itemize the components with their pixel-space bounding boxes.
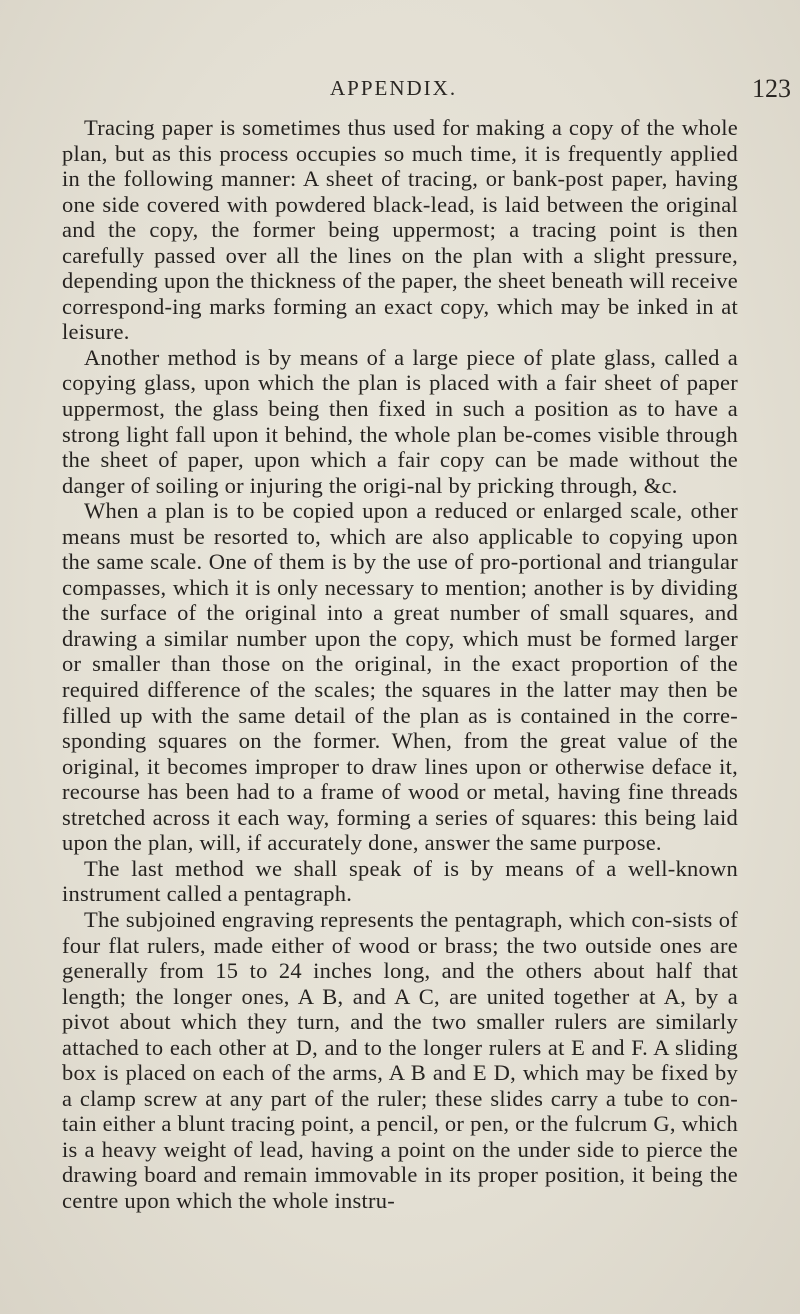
paragraph-copying-glass: Another method is by means of a large piece of plate glass, called a copying glass, upon which the plan is placed with a fair sheet of paper uppermost, the glass being then fixed in such a position as to have a strong light fall upon it behind, the whole plan be-comes visible through the sheet of paper, upon which a fair copy can be made without the danger of soiling or injuring the origi-nal by pricking through, &c. [62,344,738,498]
running-head [0,76,800,116]
paragraph-pentagraph-intro: The last method we shall speak of is by means of a well-known instrument called a pentagraph. [62,855,738,907]
paragraph-scale-copying: When a plan is to be copied upon a reduced or enlarged scale, other means must be resorted to, which are also applicable to copying upon the same scale. One of them is by the use of pro-portional and triangular compasses, which it is only necessary to mention; another is by dividing the surface of the original into a great number of small squares, and drawing a similar number upon the copy, which must be formed larger or smaller than those on the original, in the exact proportion of the required difference of the scales; the squares in the latter may then be filled up with the same detail of the plan as is contained in the corre-sponding squares on the former. When, from the great value of the original, it becomes improper to draw lines upon or otherwise deface it, recourse has been had to a frame of wood or metal, having fine threads stretched across it each way, forming a series of squares: this being laid upon the plan, will, if accurately done, answer the same purpose. [62,498,738,856]
page-number: 123 [752,74,791,103]
running-title: APPENDIX. [330,76,458,100]
paragraph-pentagraph-description: The subjoined engraving represents the pentagraph, which con-sists of four flat rulers, made either of wood or brass; the two outside ones are generally from 15 to 24 inches long, and the others about half that length; the longer ones, A B, and A C, are united together at A, by a pivot about which they turn, and the two smaller rulers are similarly attached to each other at D, and to the longer rulers at E and F. A sliding box is placed on each of the arms, A B and E D, which may be fixed by a clamp screw at any part of the ruler; these slides carry a tube to con-tain either a blunt tracing point, a pencil, or pen, or the fulcrum G, which is a heavy weight of lead, having a point on the under side to pierce the drawing board and remain immovable in its proper position, it being the centre upon which the whole instru- [62,906,738,1213]
body-text [62,115,738,1214]
paragraph-tracing-paper: Tracing paper is sometimes thus used for making a copy of the whole plan, but as this process occupies so much time, it is frequently applied in the following manner: A sheet of tracing, or bank-post paper, having one side covered with powdered black-lead, is laid between the original and the copy, the former being uppermost; a tracing point is then carefully passed over all the lines on the plan with a slight pressure, depending upon the thickness of the paper, the sheet beneath will receive correspond-ing marks forming an exact copy, which may be inked in at leisure. [62,115,738,345]
